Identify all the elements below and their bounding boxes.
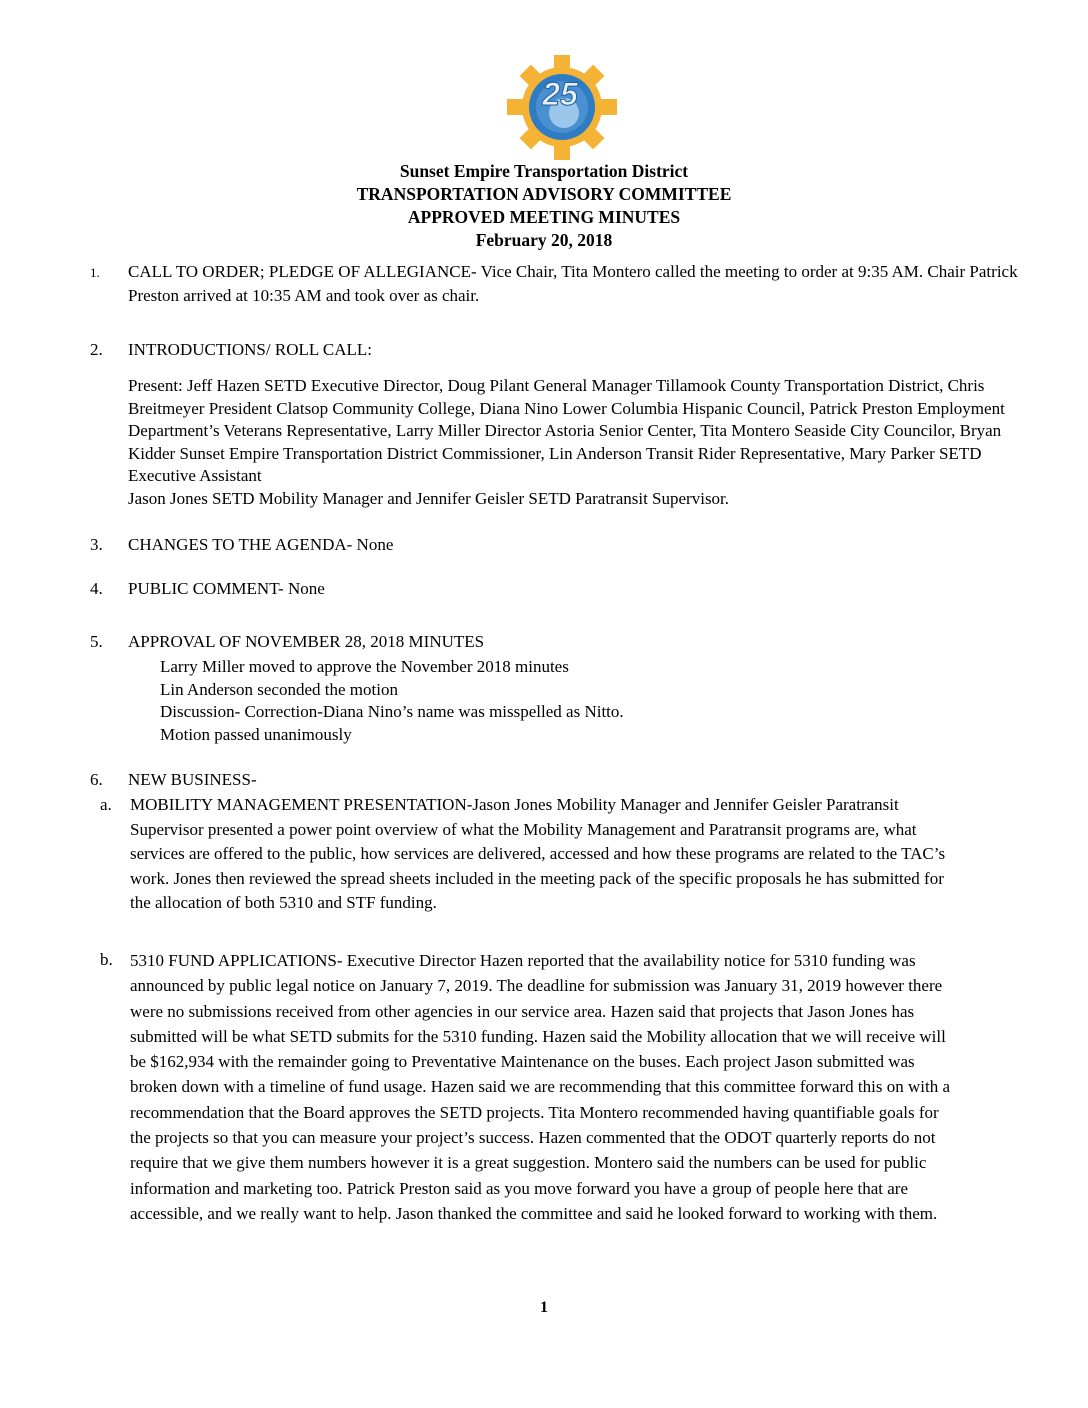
gear-logo-icon <box>507 55 617 160</box>
item-number: 3. <box>90 535 103 554</box>
subitem-label: b. <box>100 950 113 969</box>
agenda-item-1 <box>90 260 1030 310</box>
motion-line: Larry Miller moved to approve the November 2018 minutes <box>160 657 569 676</box>
item-number: 1. <box>90 265 100 280</box>
committee-name: TRANSPORTATION ADVISORY COMMITTEE <box>356 184 732 204</box>
item-number: 5. <box>90 632 103 651</box>
item-number: 2. <box>90 340 103 359</box>
subitem-text: 5310 FUND APPLICATIONS- Executive Director Hazen reported that the availability notice for 5310 funding was announced by public legal notice on January 7, 2019. The deadline for submission was January 31, 2019 however there were no submissions received from other agencies in our service area. Hazen said that projects that Jason Jones has submitted will be what SETD submits for the 5310 funding. Hazen said the Mobility allocation that we will receive will be $162,934 with the remainder going to Preventative Maintenance on the buses. Each project Jason submitted was broken down with a timeline of fund usage. Hazen said we are recommending that this committee forward this on with a recommendation that the Board approves the SETD projects. Tita Montero recommended having quantifiable goals for the projects so that you can measure your project’s success. Hazen commented that the ODOT quarterly reports do not require that we give them numbers however it is a great suggestion. Montero said the numbers can be used for public information and marketing too. Patrick Preston said as you move forward you have a group of people here that are accessible, and we really want to help. Jason thanked the committee and said he looked forward to working with them. <box>130 951 951 1223</box>
organization-name: Sunset Empire Transportation District <box>399 161 689 181</box>
item-number: 6. <box>90 770 103 789</box>
motion-details <box>160 656 1020 746</box>
item-text: CALL TO ORDER; PLEDGE OF ALLEGIANCE- Vice Chair, Tita Montero called the meeting to order at 9:35 AM. Chair Patrick Preston arrived at 10:35 AM and took over as chair. <box>128 262 1018 305</box>
document-type: APPROVED MEETING MINUTES <box>407 207 681 227</box>
staff-present: Jason Jones SETD Mobility Manager and Jennifer Geisler SETD Paratransit Supervisor. <box>128 488 730 508</box>
agenda-item-2 <box>90 338 1030 518</box>
motion-line: Motion passed unanimously <box>160 724 352 744</box>
item-number: 4. <box>90 579 103 598</box>
attendance-list <box>128 375 1028 510</box>
svg-text:25: 25 <box>542 76 578 112</box>
item-title: NEW BUSINESS- <box>128 770 257 789</box>
item-title: APPROVAL OF NOVEMBER 28, 2018 MINUTES <box>128 632 485 651</box>
present-members: Present: Jeff Hazen SETD Executive Director, Doug Pilant General Manager Tillamook County Transportation District, Chris Breitmeyer President Clatsop Community College, Diana Nino Lower Columbia Hispanic Council, Patrick Preston Employment Department’s Veterans Representative, Larry Miller Director Astoria Senior Center, Tita Montero Seaside City Councilor, Bryan Kidder Sunset Empire Transportation District Commissioner, Lin Anderson Transit Rider Representative, Mary Parker SETD Executive Assistant <box>128 376 1005 485</box>
subitem-label: a. <box>100 795 112 814</box>
meeting-date: February 20, 2018 <box>475 230 613 250</box>
subitem-text: MOBILITY MANAGEMENT PRESENTATION-Jason Jones Mobility Manager and Jennifer Geisler Paratransit Supervisor presented a power point overview of what the Mobility Management and Paratransit programs are, what services are offered to the public, how services are delivered, accessed and how these programs are related to the TAC’s work. Jones then reviewed the spread sheets included in the meeting pack of the specific proposals he has submitted for the allocation of both 5310 and STF funding. <box>130 795 946 912</box>
item-text: PUBLIC COMMENT- None <box>128 579 325 598</box>
page-number: 1 <box>540 1299 548 1316</box>
item-title: INTRODUCTIONS/ ROLL CALL: <box>128 340 372 359</box>
item-text: CHANGES TO THE AGENDA- None <box>128 535 394 554</box>
setd-25th-anniversary-logo <box>507 55 617 160</box>
motion-line: Lin Anderson seconded the motion <box>160 679 398 699</box>
motion-line: Discussion- Correction-Diana Nino’s name was misspelled as Nitto. <box>160 702 624 721</box>
document-header <box>0 160 1088 252</box>
